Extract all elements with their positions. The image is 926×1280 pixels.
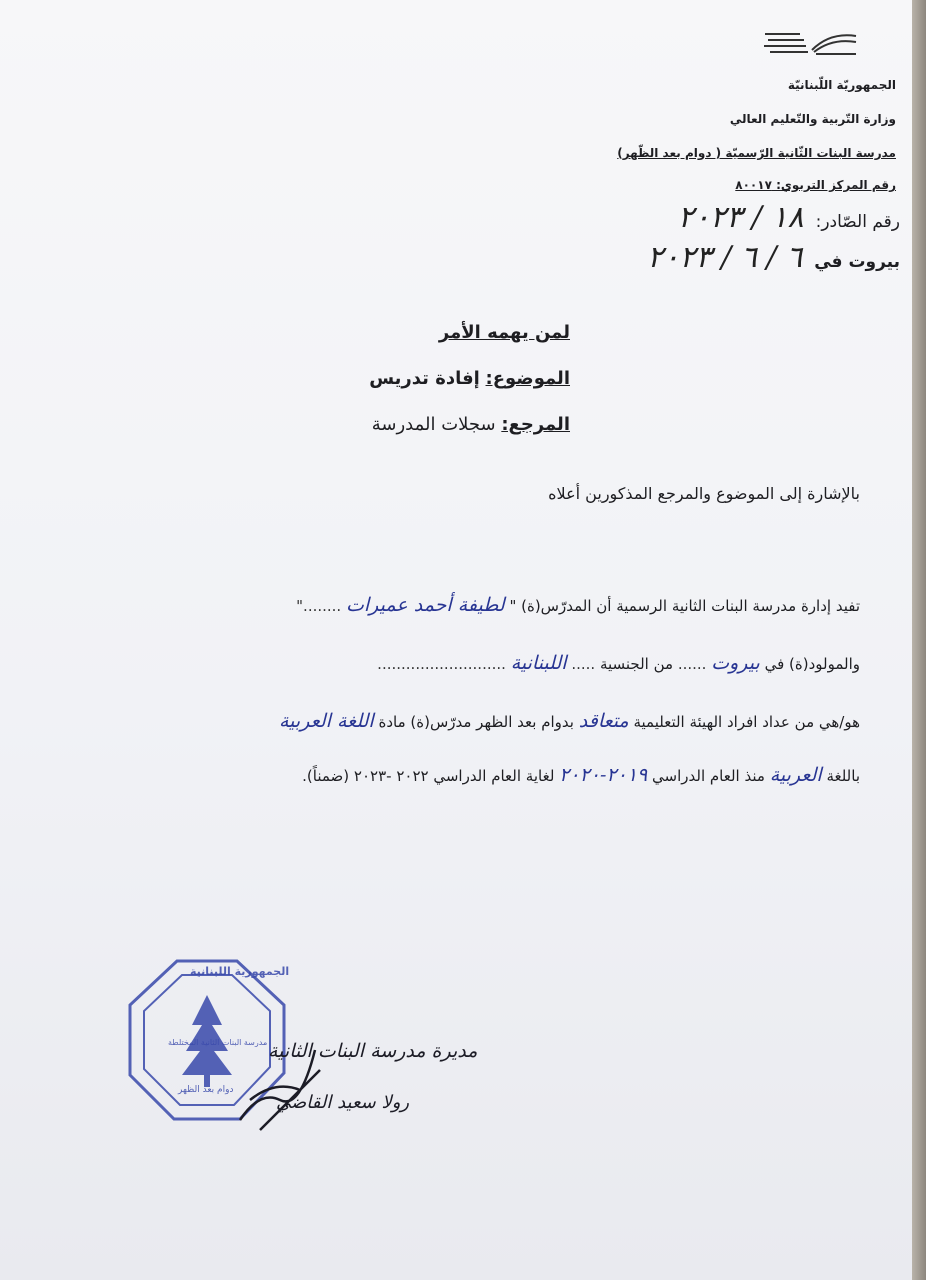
line1-text: تفيد إدارة مدرسة البنات الثانية الرسمية أن المدرّس(ة) "	[509, 597, 860, 615]
line4-suffix: لغاية العام الدراسي ٢٠٢٢ -٢٠٢٣ (ضمناً).	[302, 767, 555, 785]
line1-dots: ........"	[296, 597, 342, 615]
line3-middle: بدوام بعد الظهر مدرّس(ة) مادة	[378, 713, 574, 731]
teacher-name: لطيفة أحمد عميرات	[345, 594, 505, 616]
date-row	[647, 240, 900, 275]
body-line-4	[302, 764, 860, 786]
reference-value: سجلات المدرسة	[371, 414, 496, 435]
outgoing-number-value: ١٨ / ٢٠٢٣	[677, 200, 804, 235]
signature-name: رولا سعيد القاضي	[276, 1092, 410, 1113]
handwritten-signature-icon	[220, 1030, 330, 1140]
stamp-top-text: الجمهورية اللبنانية	[190, 965, 290, 978]
line3-prefix: هو/هي من عداد افراد الهيئة التعليمية	[633, 713, 860, 731]
school-label: مدرسة البنات الثّانية الرّسميّة ( دوام بعد الظّهر)	[617, 146, 896, 160]
date-value: ٦ / ٦ / ٢٠٢٣	[647, 240, 803, 275]
body-line-2: والمولود(ة) في بيروت ...... من الجنسية ..... اللبنانية ...........................	[377, 652, 860, 674]
line4-prefix: باللغة	[826, 767, 860, 785]
date-label: بيروت في	[814, 252, 900, 272]
line2-prefix: والمولود(ة) في	[764, 655, 860, 673]
to-whom-heading: لمن يهمه الأمر	[438, 322, 570, 343]
line2-middle: من الجنسية	[599, 655, 674, 673]
center-code-label: رقم المركز التربوي: ٨٠٠١٧	[735, 178, 896, 192]
signature-title: مديرة مدرسة البنات الثانية	[268, 1040, 478, 1062]
start-year: ٢٠١٩-٢٠٢٠	[559, 764, 648, 786]
line4-middle: منذ العام الدراسي	[652, 767, 765, 785]
body-line-3	[279, 710, 860, 732]
republic-label: الجمهوريّة اللّبنانيّة	[787, 78, 896, 92]
reference-row	[372, 414, 570, 435]
intro-line: بالإشارة إلى الموضوع والمرجع المذكورين أعلاه	[548, 484, 860, 503]
nationality: اللبنانية	[510, 652, 567, 674]
ministry-label: وزارة التّربية والتّعليم العالي	[729, 112, 896, 126]
outgoing-number-label: رقم الصّادر:	[815, 212, 900, 232]
outgoing-number-row	[678, 200, 900, 235]
subject-label: الموضوع:	[485, 368, 570, 389]
teaching-language: العربية	[769, 764, 822, 786]
reference-label: المرجع:	[501, 414, 570, 435]
subject-row	[369, 368, 570, 389]
birth-place: بيروت	[711, 652, 760, 674]
ministry-book-logo-icon	[760, 28, 860, 56]
page-edge	[912, 0, 926, 1280]
stamp-bottom-text: دوام بعد الظهر	[178, 1085, 234, 1095]
body-line-1	[296, 594, 860, 616]
stamp-left-text: مدرسة البنات الثانية المختلطة	[168, 1038, 268, 1047]
employment-status: متعاقد	[578, 710, 629, 732]
subject-value: إفادة تدريس	[369, 368, 480, 389]
teaching-subject: اللغة العربية	[279, 710, 374, 732]
